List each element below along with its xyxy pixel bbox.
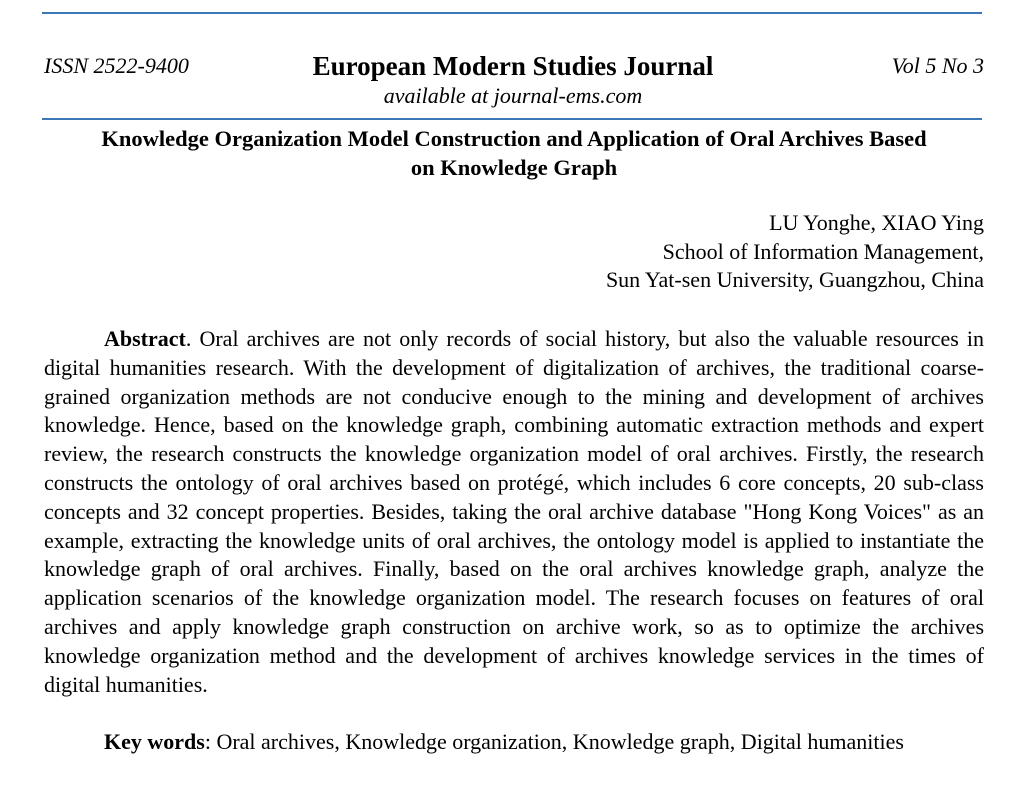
- keywords-text: : Oral archives, Knowledge organization, Knowledge graph, Digital humanities: [204, 729, 904, 754]
- volume-label: Vol 5 No 3: [891, 53, 984, 78]
- paper-title-line-2: on Knowledge Graph: [410, 155, 618, 180]
- paper-title-line-1: Knowledge Organization Model Construction and Application of Oral Archives Based: [101, 126, 927, 151]
- abstract-text: . Oral archives are not only records of social history, but also the valuable resources in digital humanities research. With the development of digitalization of archives, the traditional coarse-grained organization methods are not conducive enough to the mining and development of archives knowledge. Hence, based on the knowledge graph, combining automatic extraction methods and expert review, the research constructs the knowledge organization model of oral archives. Firstly, the research constructs the ontology of oral archives based on protégé, which includes 6 core concepts, 20 sub-class concepts and 32 concept properties. Besides, taking the oral archive database "Hong Kong Voices" as an example, extracting the knowledge units of oral archives, the ontology model is applied to instantiate the knowledge graph of oral archives. Finally, based on the oral archives knowledge graph, analyze the application scenarios of the knowledge organization model. The research focuses on features of oral archives and apply knowledge graph construction on archive work, so as to optimize the archives knowledge organization method and the development of archives knowledge services in the times of digital humanities.: [44, 326, 984, 697]
- keywords-paragraph: [44, 728, 984, 757]
- affiliation-line-1: School of Information Management,: [662, 238, 984, 264]
- author-block: [606, 209, 984, 295]
- header-bottom-rule: [42, 118, 982, 120]
- abstract-paragraph: [44, 325, 984, 699]
- header-top-rule: [42, 12, 982, 14]
- abstract-label: Abstract: [104, 326, 186, 351]
- issn-label: ISSN 2522-9400: [44, 53, 189, 78]
- author-names: LU Yonghe, XIAO Ying: [769, 210, 984, 235]
- journal-availability: available at journal-ems.com: [383, 83, 643, 108]
- paper-title: [44, 124, 984, 182]
- affiliation-line-2: Sun Yat-sen University, Guangzhou, China: [605, 267, 984, 292]
- journal-title: European Modern Studies Journal: [312, 51, 714, 81]
- keywords-label: Key words: [104, 729, 205, 754]
